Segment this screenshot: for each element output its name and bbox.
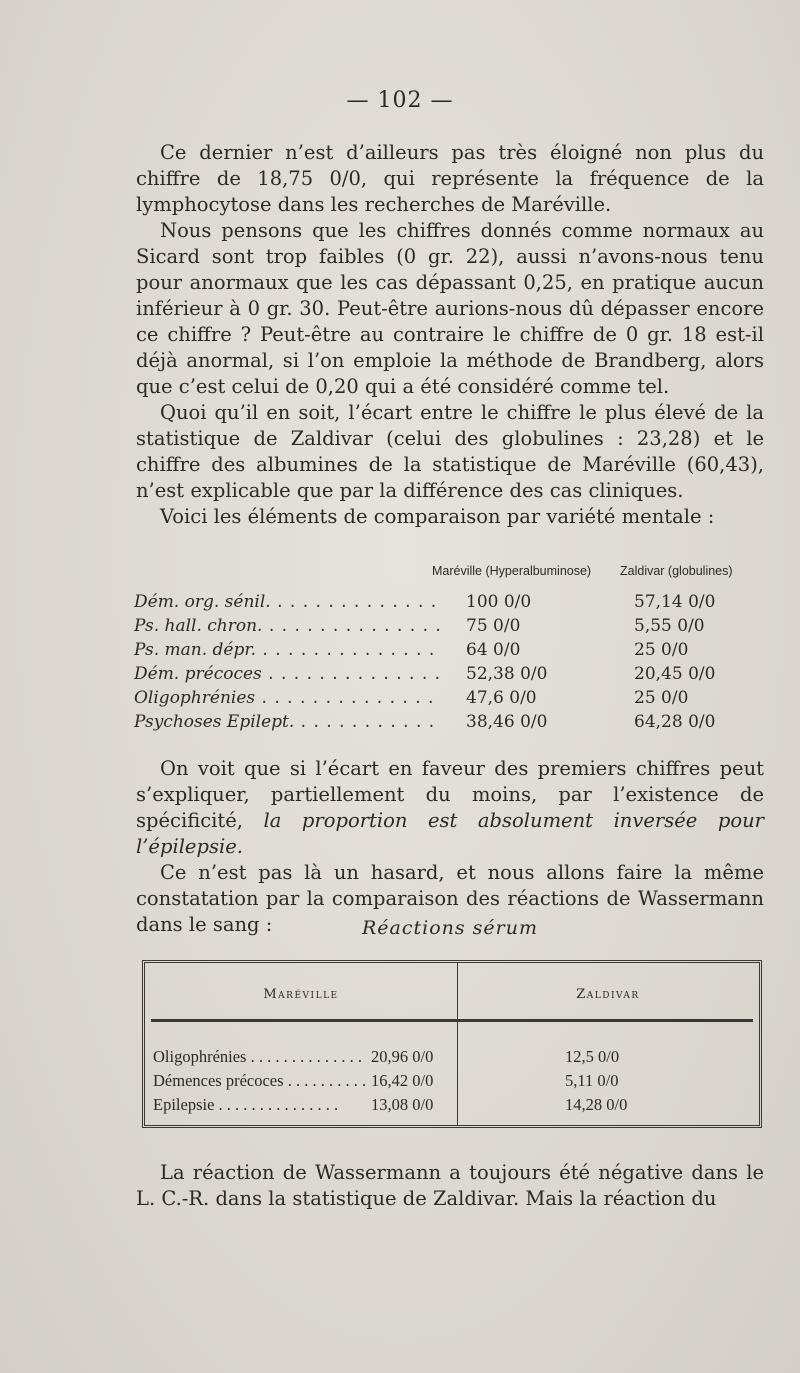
zaldivar-value: 5,55 0/0 xyxy=(634,616,705,636)
table-row xyxy=(134,592,774,616)
mareville-value: 20,96 0/0 xyxy=(371,1047,434,1066)
table-row xyxy=(145,1095,759,1119)
paragraph: Ce dernier n’est d’ailleurs pas très éloigné non plus du chiffre de 18,75 0/0, qui représente la fréquence de la lymphocytose dans les recherches de Maréville. xyxy=(136,141,764,216)
comparison-table-header xyxy=(134,564,774,592)
middle-text-block xyxy=(136,756,764,938)
zaldivar-value: 57,14 0/0 xyxy=(634,592,716,612)
row-label: Oligophrénies . . . xyxy=(153,1047,367,1067)
table-row xyxy=(134,640,774,664)
paragraph: Quoi qu’il en soit, l’écart entre le chiffre le plus élevé de la statistique de Zaldivar (celui des globulines : 23,28) et le chiffre des albumines de la statistique de Maréville (60,43), n’est explicable que par la différence des cas cliniques. xyxy=(136,401,764,502)
paragraph: Ce n’est pas là un hasard, et nous allons faire la même constatation par la comparaison des réactions de Wassermann dans le sang : xyxy=(136,861,764,936)
paragraph-text: On voit que si l’écart en faveur des premiers chiffres peut s’expliquer, partiellement du moins, par l’existence de spécificité, xyxy=(136,757,764,832)
header-zaldivar: Zaldivar xyxy=(576,987,640,1002)
emphasis-text: la proportion est absolument inversée pour l’épilepsie. xyxy=(136,809,765,858)
row-label: Dém. précoces . . . xyxy=(134,664,440,684)
header-divider xyxy=(151,1019,753,1022)
table-row xyxy=(134,688,774,712)
mareville-value: 38,46 0/0 xyxy=(466,712,548,732)
zaldivar-value: 25 0/0 xyxy=(634,640,689,660)
mareville-value: 47,6 0/0 xyxy=(466,688,537,708)
row-label: Démences précoces . . . xyxy=(153,1071,367,1091)
table-row xyxy=(145,1047,759,1071)
header-zaldivar: Zaldivar (globulines) xyxy=(620,564,733,578)
zaldivar-value: 25 0/0 xyxy=(634,688,689,708)
paragraph: Voici les éléments de comparaison par variété mentale : xyxy=(160,505,715,528)
row-label: Psychoses Epilept. . . . xyxy=(134,712,440,732)
paragraph xyxy=(136,756,764,860)
zaldivar-value: 20,45 0/0 xyxy=(634,664,716,684)
bottom-text-block xyxy=(136,1160,764,1212)
zaldivar-value: 64,28 0/0 xyxy=(634,712,716,732)
mareville-value: 16,42 0/0 xyxy=(371,1071,434,1090)
mareville-value: 13,08 0/0 xyxy=(371,1095,434,1114)
row-label: Oligophrénies . . . xyxy=(134,688,440,708)
table-row xyxy=(134,664,774,688)
mareville-value: 52,38 0/0 xyxy=(466,664,548,684)
header-mareville: Maréville xyxy=(263,987,339,1002)
mareville-value: 75 0/0 xyxy=(466,616,521,636)
top-text-block xyxy=(136,140,764,530)
table-row xyxy=(134,712,774,736)
table-row xyxy=(134,616,774,640)
mareville-value: 64 0/0 xyxy=(466,640,521,660)
table-row xyxy=(145,1071,759,1095)
section-title: Réactions sérum xyxy=(361,917,539,939)
row-label: Ps. hall. chron. . . . xyxy=(134,616,440,636)
serum-table xyxy=(142,960,762,1128)
mareville-value: 100 0/0 xyxy=(466,592,532,612)
zaldivar-value: 12,5 0/0 xyxy=(565,1047,620,1066)
zaldivar-value: 5,11 0/0 xyxy=(565,1071,619,1090)
row-label: Dém. org. sénil. . . . xyxy=(134,592,440,612)
row-label: Ps. man. dépr. . . . xyxy=(134,640,440,660)
paragraph: Nous pensons que les chiffres donnés comme normaux au Sicard sont trop faibles (0 gr. 22), aussi n’avons-nous tenu pour anormaux que les cas dépassant 0,25, en pratique aucun inférieur à 0 gr. 30. Peut-être aurions-nous dû dépasser encore ce chiffre ? Peut-être au contraire le chiffre de 0 gr. 18 est-il déjà anormal, si l’on emploie la méthode de Brandberg, alors que c’est celui de 0,20 qui a été considéré comme tel. xyxy=(136,219,764,398)
zaldivar-value: 14,28 0/0 xyxy=(565,1095,628,1114)
paragraph: La réaction de Wassermann a toujours été négative dans le L. C.-R. dans la statistique de Zaldivar. Mais la réaction du xyxy=(136,1161,764,1210)
row-label: Epilepsie . . . xyxy=(153,1095,367,1115)
page-number: — 102 — xyxy=(346,88,454,113)
header-mareville: Maréville (Hyperalbuminose) xyxy=(432,564,592,578)
comparison-table xyxy=(134,564,774,736)
